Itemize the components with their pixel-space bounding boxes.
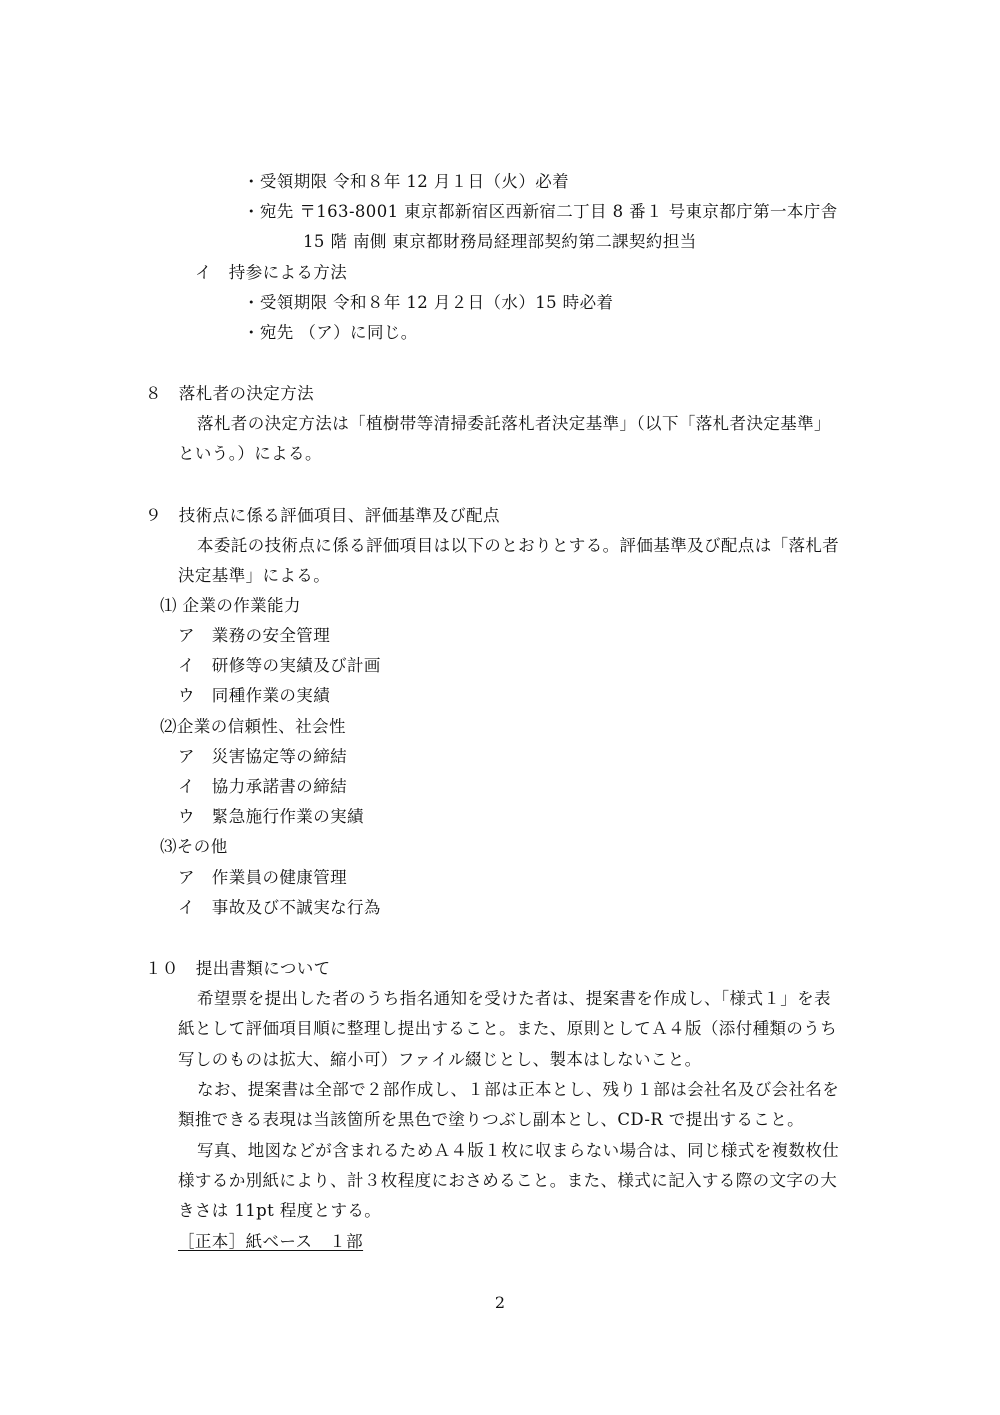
criteria-item: ア 業務の安全管理 xyxy=(178,626,331,645)
section-10-paragraph-line: 様するか別紙により、計３枚程度におさめること。また、様式に記入する際の文字の大 xyxy=(178,1171,838,1190)
section-10-paragraph-line: 紙として評価項目順に整理し提出すること。また、原則としてＡ４版（添付種類のうち xyxy=(178,1019,838,1038)
section-9-heading: ９ 技術点に係る評価項目、評価基準及び配点 xyxy=(145,506,500,525)
criteria-group-heading: ⑵企業の信頼性、社会性 xyxy=(160,717,346,736)
section-10-paragraph-line: 写真、地図などが含まれるためＡ４版１枚に収まらない場合は、同じ様式を複数枚仕 xyxy=(197,1141,840,1160)
criteria-group-heading: ⑴ 企業の作業能力 xyxy=(160,596,301,615)
section-8-heading: ８ 落札者の決定方法 xyxy=(145,384,314,403)
original-copy-note: ［正本］紙ベース １部 xyxy=(178,1232,364,1251)
criteria-item: ア 災害協定等の締結 xyxy=(178,747,347,766)
page-number: 2 xyxy=(494,1293,506,1312)
section-10-heading: １０ 提出書類について xyxy=(145,959,331,978)
section-9-paragraph-line: 本委託の技術点に係る評価項目は以下のとおりとする。評価基準及び配点は「落札者 xyxy=(197,536,840,555)
section-10-paragraph-line: きさは 11pt 程度とする。 xyxy=(178,1201,382,1220)
section-10-paragraph-line: 希望票を提出した者のうち指名通知を受けた者は、提案書を作成し、「様式１」を表 xyxy=(197,989,831,1008)
criteria-item: ア 作業員の健康管理 xyxy=(178,868,347,887)
criteria-item: ウ 緊急施行作業の実績 xyxy=(178,807,364,826)
criteria-item: イ 研修等の実績及び計画 xyxy=(178,656,381,675)
section-8-paragraph-line: 落札者の決定方法は「植樹帯等清掃委託落札者決定基準」（以下「落札者決定基準」 xyxy=(197,414,831,433)
criteria-item: イ 事故及び不誠実な行為 xyxy=(178,898,381,917)
section-10-paragraph-line: 類推できる表現は当該箇所を黒色で塗りつぶし副本とし、CD-R で提出すること。 xyxy=(178,1110,805,1129)
receipt-deadline-mail: ・受領期限 令和８年 12 月１日（火）必着 xyxy=(243,172,570,191)
section-8-paragraph-line: という。）による。 xyxy=(178,444,322,463)
criteria-item: イ 協力承諾書の締結 xyxy=(178,777,347,796)
address-same: ・宛先 （ア）に同じ。 xyxy=(243,323,418,342)
section-10-paragraph-line: なお、提案書は全部で２部作成し、１部は正本とし、残り１部は会社名及び会社名を xyxy=(197,1080,840,1099)
receipt-deadline-in-person: ・受領期限 令和８年 12 月２日（水）15 時必着 xyxy=(243,293,614,312)
address-line-1: ・宛先 〒163-8001 東京都新宿区西新宿二丁目 8 番１ 号東京都庁第一本庁舎 xyxy=(243,202,838,221)
subsection-in-person: イ 持参による方法 xyxy=(195,263,348,282)
address-line-2: 15 階 南側 東京都財務局経理部契約第二課契約担当 xyxy=(303,232,697,251)
criteria-item: ウ 同種作業の実績 xyxy=(178,686,331,705)
section-10-paragraph-line: 写しのものは拡大、縮小可）ファイル綴じとし、製本はしないこと。 xyxy=(178,1050,702,1069)
section-9-paragraph-line: 決定基準」による。 xyxy=(178,566,331,585)
criteria-group-heading: ⑶その他 xyxy=(160,837,228,856)
